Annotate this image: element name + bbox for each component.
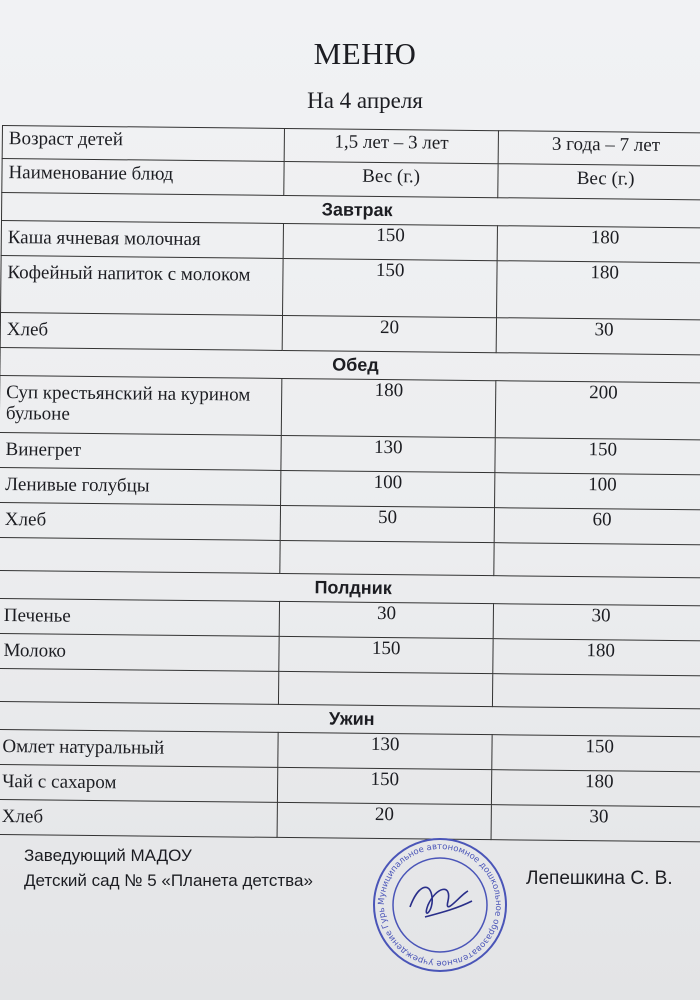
weight-value: 100 xyxy=(495,473,700,510)
document-title: МЕНЮ xyxy=(313,36,417,71)
dish-name: Кофейный напиток с молоком xyxy=(1,255,284,315)
table-row xyxy=(0,375,700,439)
official-seal xyxy=(370,835,510,975)
dish-label: Наименование блюд xyxy=(2,159,284,196)
dish-name: Печенье xyxy=(0,598,279,636)
weight-value: 150 xyxy=(495,438,700,475)
weight-value: 130 xyxy=(281,435,496,472)
weight-value: 30 xyxy=(497,318,700,355)
section-title: Завтрак xyxy=(1,193,700,228)
weight-value: 180 xyxy=(492,770,700,807)
weight-value: 150 xyxy=(492,735,700,772)
empty-cell xyxy=(0,668,279,704)
dish-name: Чай с сахаром xyxy=(0,764,278,802)
empty-cell xyxy=(493,674,700,709)
age-group-1: 1,5 лет – 3 лет xyxy=(284,128,499,163)
empty-cell xyxy=(494,543,700,578)
weight-value: 50 xyxy=(280,505,495,542)
dish-name: Каша ячневая молочная xyxy=(1,221,283,259)
table-row xyxy=(0,799,700,841)
weight-value: 200 xyxy=(496,381,700,440)
weight-value: 180 xyxy=(498,226,700,263)
menu-date: На 4 апреля xyxy=(307,88,423,113)
dish-name: Ленивые голубцы xyxy=(0,467,281,505)
weight-value: 150 xyxy=(283,223,498,260)
weight-value: 180 xyxy=(497,261,700,320)
signature-icon xyxy=(410,887,472,917)
weight-value: 30 xyxy=(494,604,700,641)
empty-cell xyxy=(0,537,280,573)
footer-organization: Детский сад № 5 «Планета детства» xyxy=(24,871,313,890)
dish-name: Винегрет xyxy=(0,432,281,470)
weight-value: 130 xyxy=(278,732,493,769)
dish-name: Хлеб xyxy=(0,799,277,837)
empty-cell xyxy=(280,540,495,575)
weight-label-2: Вес (г.) xyxy=(498,164,700,200)
dish-name: Молоко xyxy=(0,633,279,671)
menu-table xyxy=(0,125,700,842)
weight-value: 150 xyxy=(277,767,492,804)
weight-value: 30 xyxy=(491,805,700,842)
weight-value: 20 xyxy=(282,315,497,352)
weight-value: 180 xyxy=(493,639,700,676)
weight-value: 20 xyxy=(277,802,492,839)
weight-value: 100 xyxy=(280,470,495,507)
footer-position: Заведующий МАДОУ xyxy=(24,846,192,865)
weight-value: 150 xyxy=(279,636,494,673)
age-group-2: 3 года – 7 лет xyxy=(499,131,700,166)
weight-value: 150 xyxy=(282,258,497,317)
weight-value: 180 xyxy=(281,378,496,437)
section-title: Ужин xyxy=(0,701,700,736)
dish-name: Хлеб xyxy=(0,312,282,350)
empty-cell xyxy=(278,671,493,706)
seal-icon xyxy=(370,835,510,975)
seal-ring-text: Муниципальное автономное дошкольное образовательное учреждение Гурь xyxy=(376,841,504,969)
dish-name: Хлеб xyxy=(0,502,280,540)
signer-name: Лепешкина С. В. xyxy=(526,868,673,889)
section-title: Обед xyxy=(0,347,700,382)
section-title: Полдник xyxy=(0,570,700,605)
dish-name: Омлет натуральный xyxy=(0,729,278,767)
weight-value: 60 xyxy=(495,508,700,545)
age-label: Возраст детей xyxy=(2,126,284,162)
weight-value: 30 xyxy=(279,601,494,638)
weight-label-1: Вес (г.) xyxy=(284,161,499,197)
dish-name: Суп крестьянский на курином бульоне xyxy=(0,375,282,435)
table-row xyxy=(1,255,700,319)
